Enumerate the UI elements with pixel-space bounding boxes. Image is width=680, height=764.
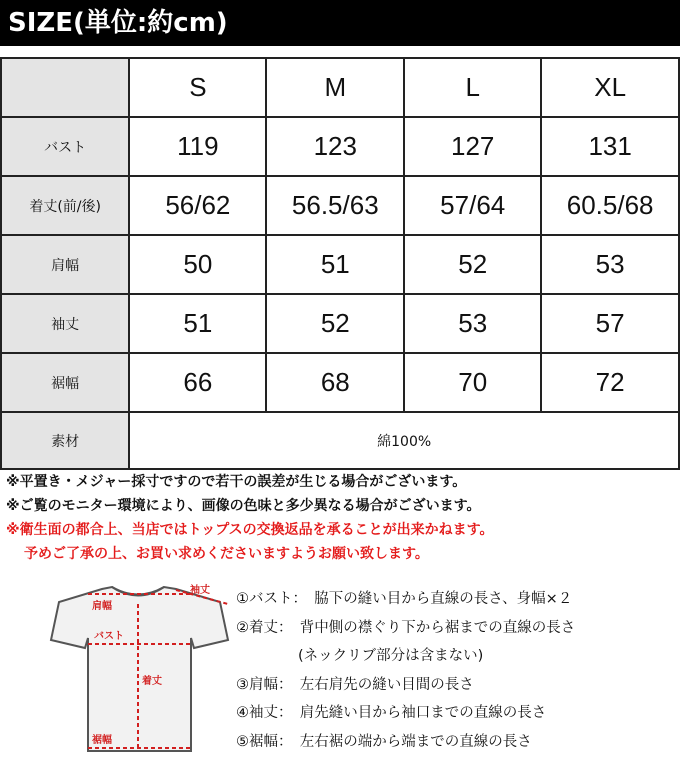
material-value: 綿100%	[129, 412, 679, 469]
row-label: 着丈(前/後)	[1, 176, 129, 235]
table-row-bust	[1, 117, 679, 176]
table-cell: 70	[404, 353, 541, 412]
header-bar	[0, 0, 680, 46]
table-cell: 52	[404, 235, 541, 294]
table-row-shoulder	[1, 235, 679, 294]
table-cell: 131	[541, 117, 679, 176]
definition-line: ②着丈： 背中側の襟ぐり下から裾までの直線の長さ	[236, 619, 576, 636]
table-cell: 53	[404, 294, 541, 353]
table-cell: 57/64	[404, 176, 541, 235]
table-row-length	[1, 176, 679, 235]
diagram-label-hem: 裾幅	[92, 735, 112, 746]
note-text: ※平置き・メジャー採寸ですので若干の誤差が生じる場合がございます。	[6, 474, 467, 490]
table-cell: 51	[266, 235, 404, 294]
table-cell: 52	[266, 294, 404, 353]
table-cell: 56.5/63	[266, 176, 404, 235]
diagram-label-sleeve: 袖丈	[190, 585, 210, 596]
size-table	[0, 57, 680, 470]
note-text: ※ご覧のモニター環境により、画像の色味と多少異なる場合がございます。	[6, 498, 481, 514]
table-cell: 66	[129, 353, 266, 412]
table-cell: 53	[541, 235, 679, 294]
row-label: 裾幅	[1, 353, 129, 412]
tshirt-outline	[51, 587, 228, 751]
table-cell: 68	[266, 353, 404, 412]
table-row-material	[1, 412, 679, 469]
corner-cell	[1, 58, 129, 117]
tshirt-diagram	[44, 580, 232, 756]
size-header-xl: XL	[541, 58, 679, 117]
size-header-row	[1, 58, 679, 117]
table-cell: 60.5/68	[541, 176, 679, 235]
note-text-warning: 予めご了承の上、お買い求めくださいますようお願い致します。	[24, 546, 429, 562]
row-label: 素材	[1, 412, 129, 469]
definition-line: ①バスト： 脇下の縫い目から直線の長さ、身幅×２	[236, 591, 573, 607]
row-label: バスト	[1, 117, 129, 176]
table-cell: 50	[129, 235, 266, 294]
size-header-s: S	[129, 58, 266, 117]
row-label: 肩幅	[1, 235, 129, 294]
table-row-hem	[1, 353, 679, 412]
table-cell: 57	[541, 294, 679, 353]
table-row-sleeve	[1, 294, 679, 353]
definition-line: ⑤裾幅： 左右裾の端から端までの直線の長さ	[236, 733, 532, 750]
definitions	[236, 585, 575, 756]
table-cell: 119	[129, 117, 266, 176]
diagram-label-bust: バスト	[94, 631, 124, 642]
table-cell: 51	[129, 294, 266, 353]
diagram-label-shoulder: 肩幅	[92, 601, 112, 612]
size-header-m: M	[266, 58, 404, 117]
table-cell: 123	[266, 117, 404, 176]
table-cell: 127	[404, 117, 541, 176]
note-text-warning: ※衛生面の都合上、当店ではトップスの交換返品を承ることが出来かねます。	[6, 522, 494, 538]
table-cell: 56/62	[129, 176, 266, 235]
size-header-l: L	[404, 58, 541, 117]
table-cell: 72	[541, 353, 679, 412]
definition-line: (ネックリブ部分は含まない)	[298, 648, 484, 664]
definition-line: ④袖丈： 肩先縫い目から袖口までの直線の長さ	[236, 705, 547, 721]
row-label: 袖丈	[1, 294, 129, 353]
page-title: SIZE(単位:約cm)	[8, 8, 228, 38]
definition-line: ③肩幅： 左右肩先の縫い目間の長さ	[236, 676, 474, 693]
notes	[6, 470, 494, 566]
diagram-label-length: 着丈	[142, 676, 162, 687]
